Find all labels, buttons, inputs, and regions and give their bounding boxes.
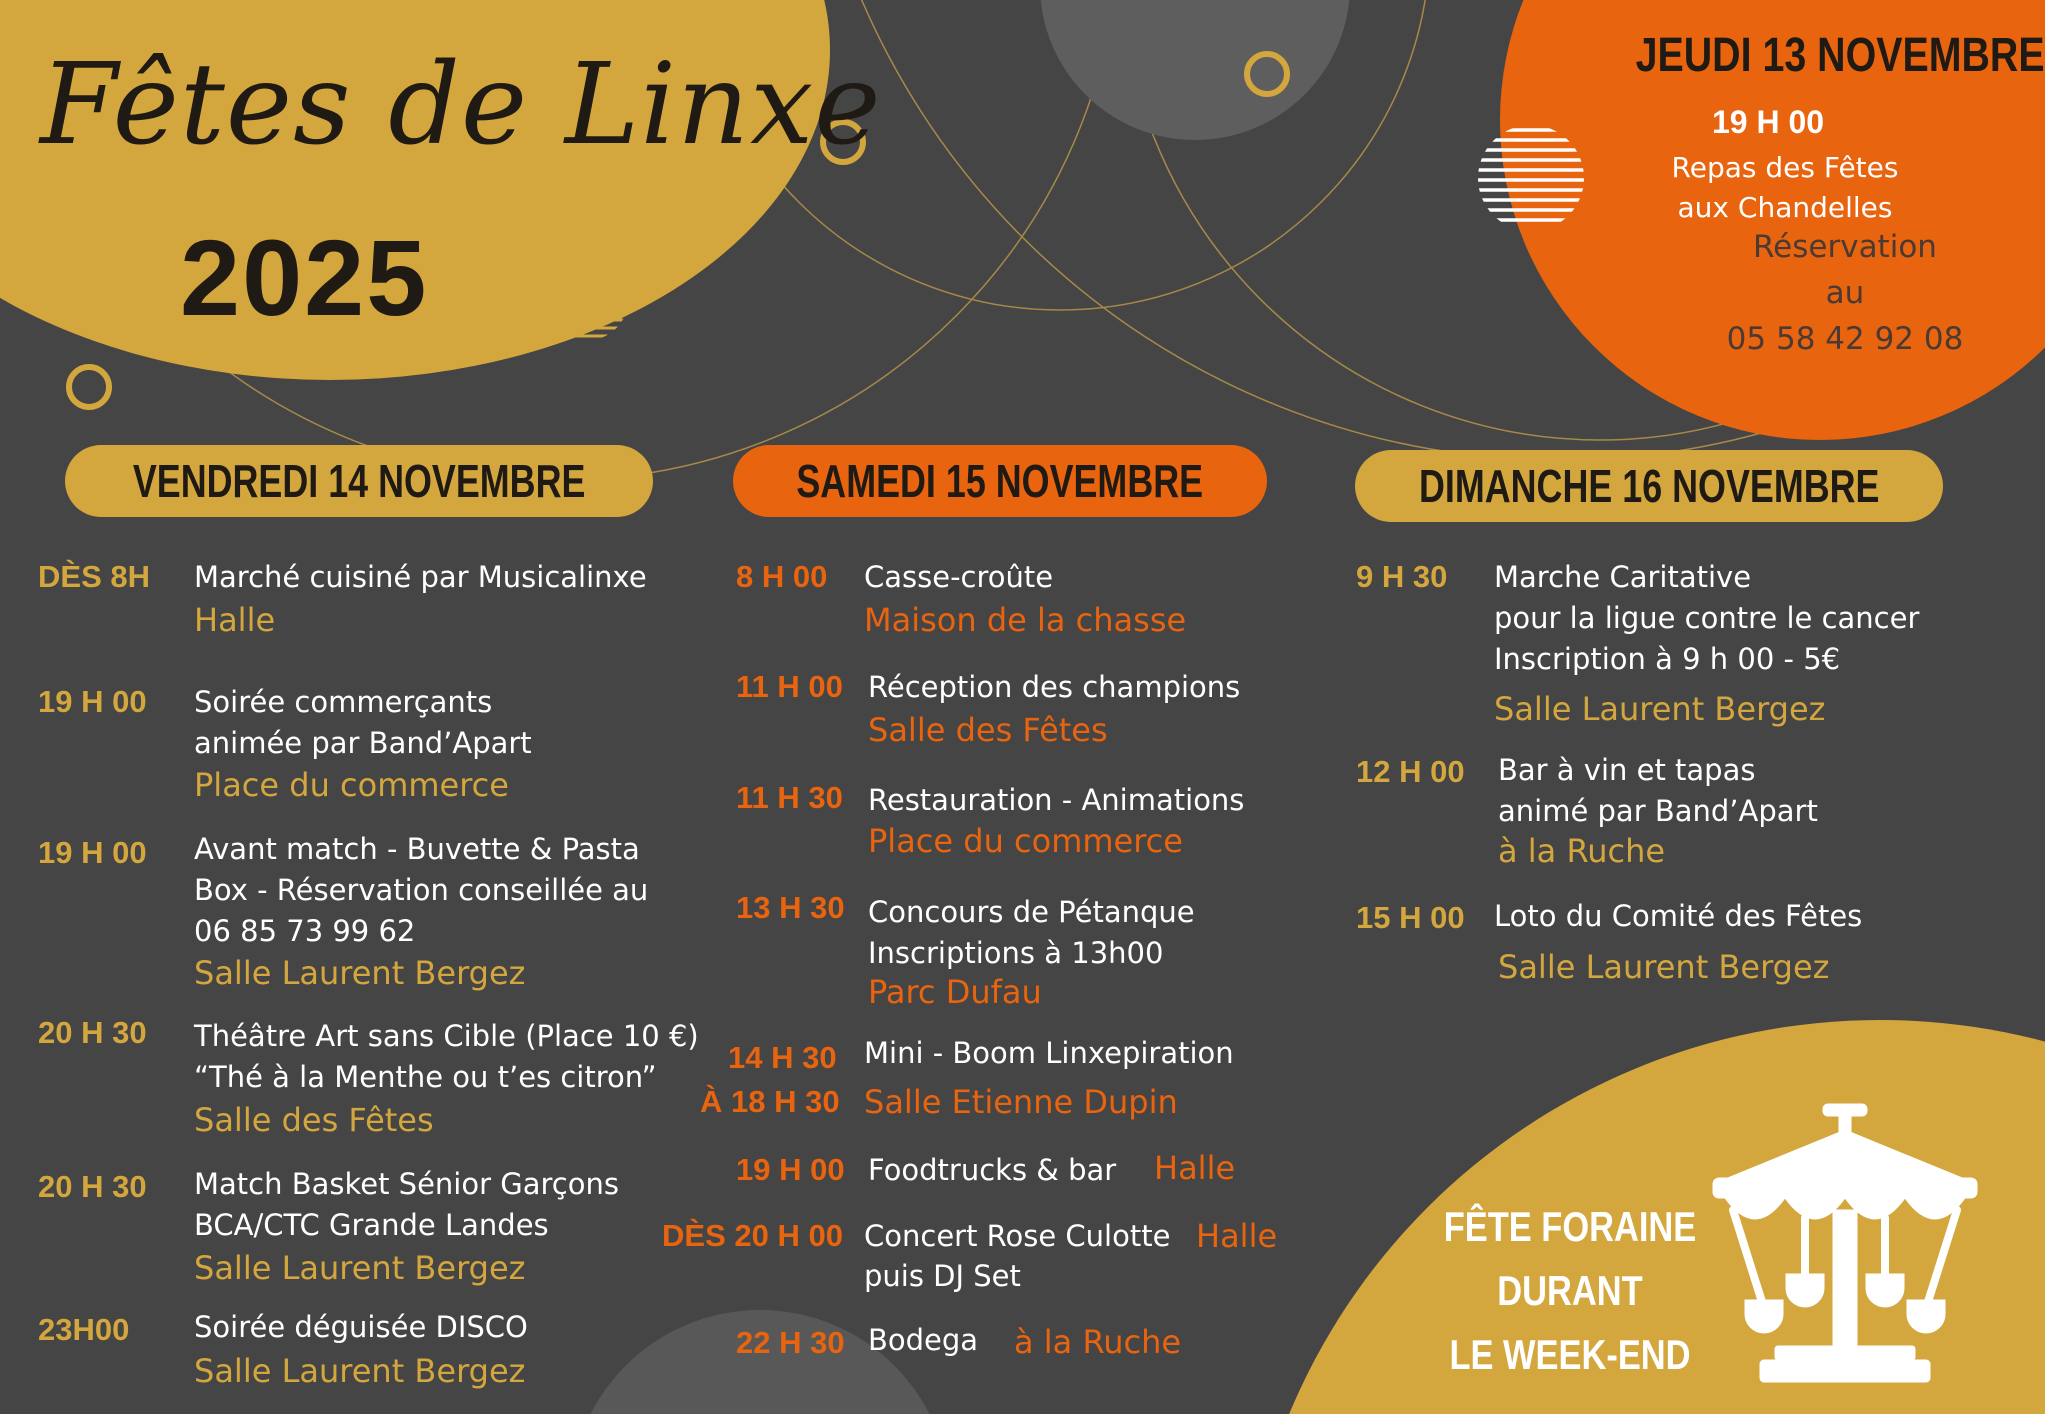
event-desc: 06 85 73 99 62 <box>194 914 416 948</box>
jeudi-reservation-line: au <box>1825 275 1865 311</box>
event-desc: Réception des champions <box>868 670 1241 704</box>
day-pill-samedi <box>733 445 1267 517</box>
jeudi-event <box>1640 148 1930 228</box>
event-time: 19 H 00 <box>38 835 147 870</box>
carousel-icon <box>1705 1100 1985 1390</box>
event-desc: Concours de Pétanque <box>868 895 1195 929</box>
event-location: Halle <box>1154 1149 1236 1187</box>
jeudi-reservation <box>1700 224 1990 362</box>
event-desc: Concert Rose Culotte <box>864 1219 1171 1253</box>
event-time: 19 H 00 <box>736 1152 845 1187</box>
event-desc: Restauration - Animations <box>868 783 1245 817</box>
event-location: Salle Etienne Dupin <box>864 1083 1178 1121</box>
event-location: Salle Laurent Bergez <box>194 1249 526 1287</box>
event-time: 9 H 30 <box>1356 559 1448 594</box>
event-desc: Match Basket Sénior Garçons <box>194 1167 619 1201</box>
event-location: à la Ruche <box>1498 832 1666 870</box>
event-time: 23H00 <box>38 1312 130 1347</box>
event-location: Salle des Fêtes <box>194 1101 434 1139</box>
event-desc: Inscription à 9 h 00 - 5€ <box>1494 642 1841 676</box>
jeudi-day-title: JEUDI 13 NOVEMBRE <box>1635 29 2045 82</box>
event-time: 8 H 00 <box>736 559 828 594</box>
event-desc: Mini - Boom Linxepiration <box>864 1036 1234 1070</box>
event-desc: animé par Band’Apart <box>1498 794 1818 828</box>
event-time: 20 H 30 <box>38 1169 147 1204</box>
event-desc: Foodtrucks & bar <box>868 1153 1117 1187</box>
event-location: Maison de la chasse <box>864 601 1187 639</box>
jeudi-event-line: Repas des Fêtes <box>1671 151 1899 184</box>
event-desc: Loto du Comité des Fêtes <box>1494 899 1863 933</box>
event-desc: Marche Caritative <box>1494 560 1752 594</box>
event-desc: Bar à vin et tapas <box>1498 753 1756 787</box>
jeudi-reservation-line: Réservation <box>1753 229 1937 265</box>
foraine-line: LE WEEK-END <box>1449 1331 1691 1378</box>
event-time: 22 H 30 <box>736 1325 845 1360</box>
event-desc: Soirée commerçants <box>194 685 493 719</box>
event-desc: BCA/CTC Grande Landes <box>194 1208 549 1242</box>
fete-foraine-text <box>1415 1195 1725 1387</box>
day-pill-vendredi <box>65 445 653 517</box>
foraine-line: FÊTE FORAINE <box>1443 1203 1697 1250</box>
event-location: Parc Dufau <box>868 973 1042 1011</box>
event-location: Salle des Fêtes <box>868 711 1108 749</box>
day-title: SAMEDI 15 NOVEMBRE <box>796 455 1204 507</box>
event-desc: puis DJ Set <box>864 1259 1021 1293</box>
event-location: Salle Laurent Bergez <box>194 954 526 992</box>
event-time: DÈS 8H <box>38 559 150 594</box>
event-location: Place du commerce <box>868 822 1183 860</box>
event-desc: animée par Band’Apart <box>194 726 532 760</box>
event-desc: Inscriptions à 13h00 <box>868 936 1164 970</box>
event-time: 14 H 30 <box>728 1040 837 1075</box>
event-desc: “Thé à la Menthe ou t’es citron” <box>194 1060 657 1094</box>
poster-year: 2025 <box>180 217 429 338</box>
event-time: 20 H 30 <box>38 1015 147 1050</box>
event-desc: Marché cuisiné par Musicalinxe <box>194 560 647 594</box>
event-desc: Bodega <box>868 1323 979 1357</box>
event-time: 15 H 00 <box>1356 900 1465 935</box>
event-desc: Soirée déguisée DISCO <box>194 1310 528 1344</box>
event-location: Salle Laurent Bergez <box>1494 690 1826 728</box>
event-location: Salle Laurent Bergez <box>194 1352 526 1390</box>
event-time: 12 H 00 <box>1356 754 1465 789</box>
foraine-line: DURANT <box>1497 1267 1643 1314</box>
event-desc: pour la ligue contre le cancer <box>1494 601 1920 635</box>
event-desc: Avant match - Buvette & Pasta <box>194 832 640 866</box>
event-time: DÈS 20 H 00 <box>662 1218 843 1253</box>
poster-title: Fêtes de Linxe <box>40 40 882 170</box>
day-pill-dimanche <box>1355 450 1943 522</box>
event-desc: Casse-croûte <box>864 560 1054 594</box>
event-desc: Théâtre Art sans Cible (Place 10 €) <box>194 1019 699 1053</box>
event-location: Halle <box>194 601 276 639</box>
event-location: Halle <box>1196 1217 1278 1255</box>
event-time: 19 H 00 <box>38 684 147 719</box>
day-title: VENDREDI 14 NOVEMBRE <box>132 455 586 507</box>
event-time: 11 H 30 <box>736 780 843 815</box>
jeudi-time: 19 H 00 <box>1712 104 1825 140</box>
event-time: 11 H 00 <box>736 669 843 704</box>
event-desc: Box - Réservation conseillée au <box>194 873 649 907</box>
jeudi-event-line: aux Chandelles <box>1677 191 1893 224</box>
event-time: 13 H 30 <box>736 890 845 925</box>
event-location: Place du commerce <box>194 766 509 804</box>
event-time-end: À 18 H 30 <box>700 1084 840 1119</box>
day-title: DIMANCHE 16 NOVEMBRE <box>1418 460 1880 512</box>
event-location: à la Ruche <box>1014 1323 1182 1361</box>
event-location: Salle Laurent Bergez <box>1498 948 1830 986</box>
jeudi-reservation-phone: 05 58 42 92 08 <box>1726 321 1964 357</box>
